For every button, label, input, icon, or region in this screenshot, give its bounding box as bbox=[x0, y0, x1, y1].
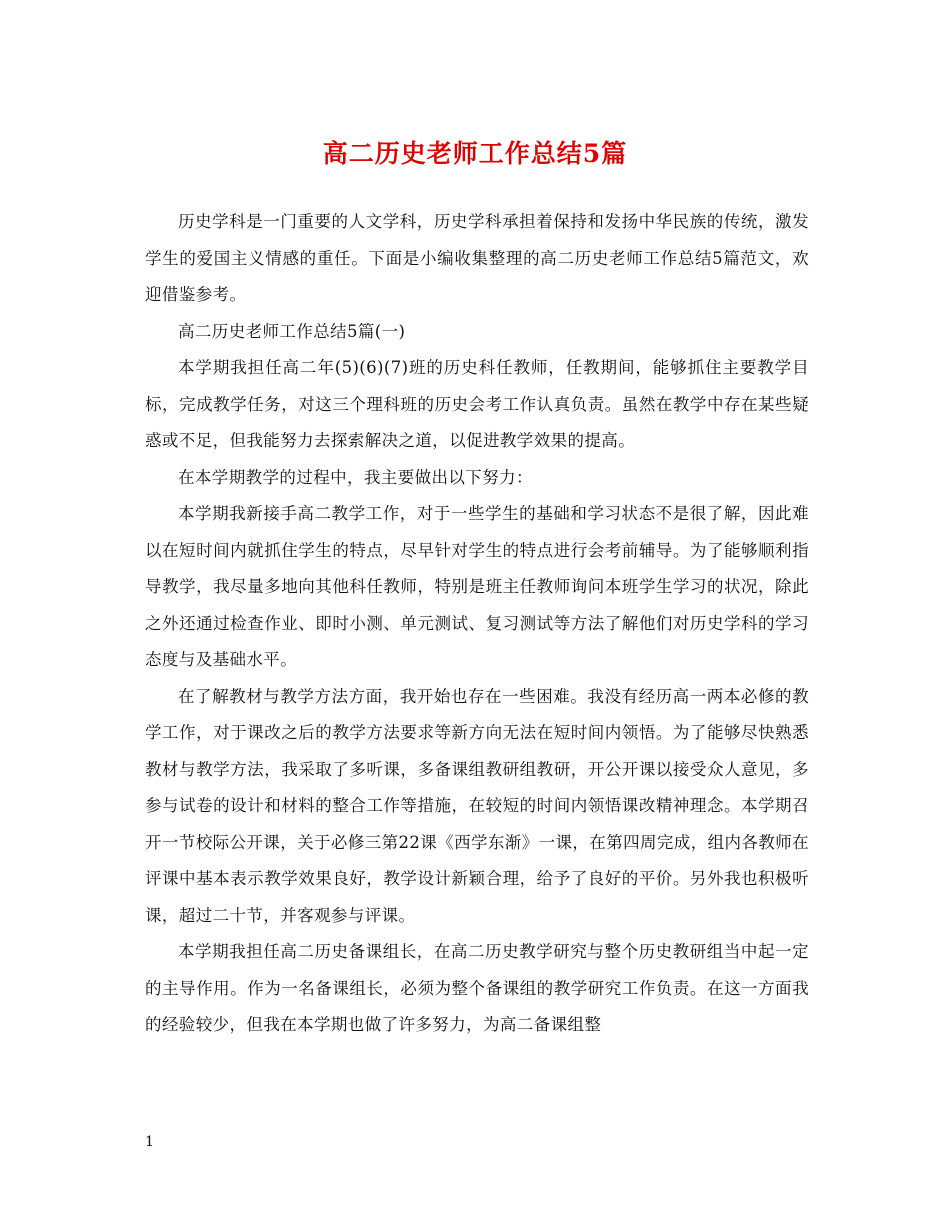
paragraph: 本学期我新接手高二教学工作，对于一些学生的基础和学习状态不是很了解，因此难以在短时间内就抓住学生的特点，尽早针对学生的特点进行会考前辅导。为了能够顺利指导教学，我尽量多地向其他科任教师，特别是班主任教师询问本班学生学习的状况，除此之外还通过检查作业、即时小测、单元测试、复习测试等方法了解他们对历史学科的学习态度与及基础水平。 bbox=[145, 504, 809, 669]
document-body bbox=[145, 204, 809, 1044]
document-title: 高二历史老师工作总结5篇 bbox=[322, 139, 628, 168]
paragraph-intro: 历史学科是一门重要的人文学科，历史学科承担着保持和发扬中华民族的传统，激发学生的爱国主义情感的重任。下面是小编收集整理的高二历史老师工作总结5篇范文，欢迎借鉴参考。 bbox=[145, 212, 809, 304]
paragraph: 本学期我担任高二年(5)(6)(7)班的历史科任教师，任教期间，能够抓住主要教学目标，完成教学任务，对这三个理科班的历史会考工作认真负责。虽然在教学中存在某些疑惑或不足，但我能努力去探索解决之道，以促进教学效果的提高。 bbox=[145, 358, 809, 450]
paragraph: 本学期我担任高二历史备课组长，在高二历史教学研究与整个历史教研组当中起一定的主导作用。作为一名备课组长，必须为整个备课组的教学研究工作负责。在这一方面我的经验较少，但我在本学期也做了许多努力，为高二备课组整 bbox=[145, 942, 809, 1034]
section-heading: 高二历史老师工作总结5篇(一) bbox=[178, 321, 406, 341]
paragraph: 在了解教材与教学方法方面，我开始也存在一些困难。我没有经历高一两本必修的教学工作，对于课改之后的教学方法要求等新方向无法在短时间内领悟。为了能够尽快熟悉教材与教学方法，我采取了多听课，多备课组教研组教研，开公开课以接受众人意见，多参与试卷的设计和材料的整合工作等措施，在较短的时间内领悟课改精神理念。本学期召开一节校际公开课，关于必修三第22课《西学东渐》一课，在第四周完成，组内各教师在评课中基本表示教学效果良好，教学设计新颖合理，给予了良好的平价。另外我也积极听课，超过二十节，并客观参与评课。 bbox=[145, 686, 809, 925]
paragraph: 在本学期教学的过程中，我主要做出以下努力： bbox=[178, 467, 533, 487]
page-number: 1 bbox=[145, 1134, 154, 1150]
